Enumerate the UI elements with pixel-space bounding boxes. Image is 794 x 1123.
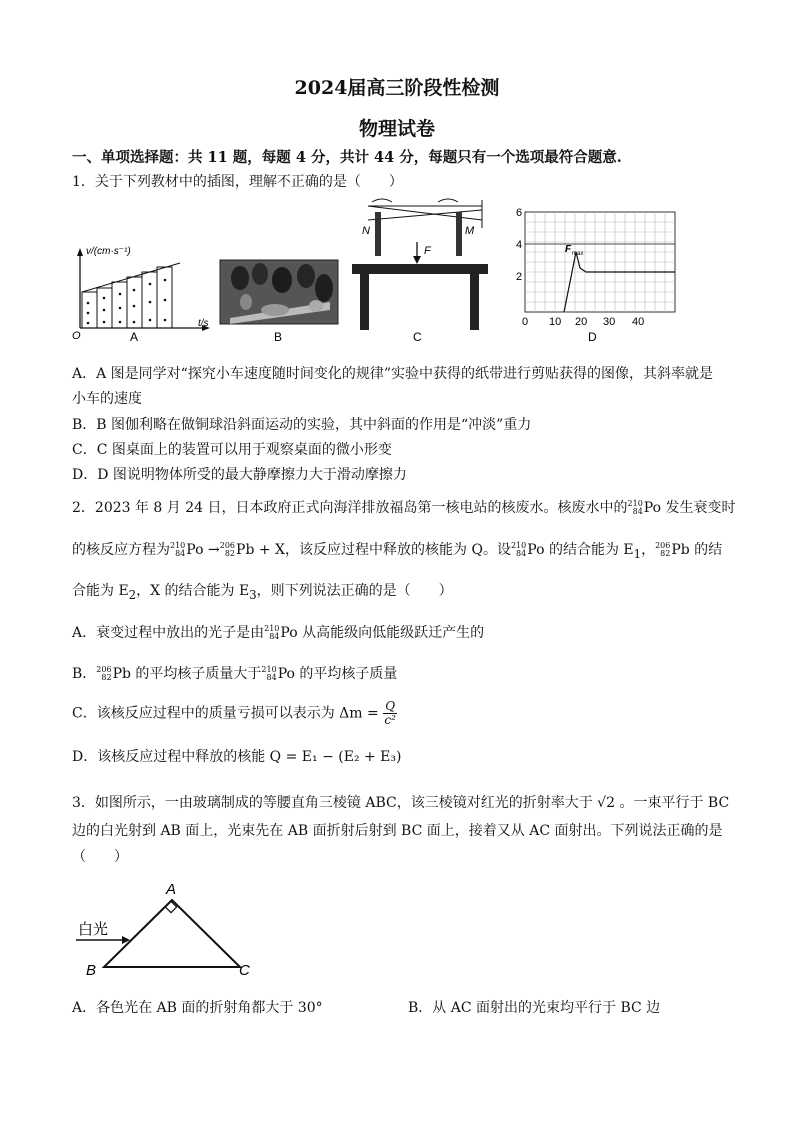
text-run: Pb 的平均核子质量大于 xyxy=(112,666,262,682)
nuclide-po xyxy=(261,666,276,682)
nuclide-po xyxy=(170,542,185,558)
mass-number: 210 xyxy=(627,499,643,508)
figure-c-m-label: M xyxy=(465,225,475,237)
figure-a-origin: O xyxy=(72,330,81,342)
figure-c-label: C xyxy=(413,330,422,344)
figure-d-label: D xyxy=(588,330,597,344)
figure-d-ytick: 2 xyxy=(516,271,523,283)
fraction-numerator: Q xyxy=(385,699,396,713)
question-2-line2 xyxy=(72,539,722,561)
figure-d-ytick: 4 xyxy=(516,239,523,251)
nuclide-po xyxy=(511,542,526,558)
nuclide-po xyxy=(628,500,643,516)
text-run: Po 发生衰变时 xyxy=(643,500,736,516)
text-run: 的核反应方程为 xyxy=(72,542,170,558)
figure-a-xlabel: t/s xyxy=(198,318,209,329)
atomic-number: 84 xyxy=(266,673,277,682)
white-light-label: 白光 xyxy=(78,921,109,938)
figure-d-xtick: 40 xyxy=(632,316,645,328)
mass-number: 210 xyxy=(170,541,186,550)
question-1-option-c: C．C 图桌面上的装置可以用于观察桌面的微小形变 xyxy=(72,442,392,458)
mass-number: 210 xyxy=(264,624,280,633)
figure-d-ytick: 6 xyxy=(516,207,523,219)
subscript: 2 xyxy=(128,587,137,602)
figure-d-friction-graph xyxy=(516,207,675,344)
text-run: Pb 的结 xyxy=(671,542,723,558)
nuclide-pb xyxy=(220,542,235,558)
question-2-line3 xyxy=(72,580,453,602)
nuclide-pb xyxy=(655,542,670,558)
question-1-option-a-line1: A．A 图是同学对“探究小车速度随时间变化的规律”实验中获得的纸带进行剪贴获得的图像，其斜率就是 xyxy=(72,366,713,382)
text-run: Po 的结合能为 E xyxy=(527,542,634,558)
text-run: C．该核反应过程中的质量亏损可以表示为 Δm = xyxy=(72,705,379,722)
figure-d-fmax-label: F xyxy=(565,244,572,255)
nuclide-pb xyxy=(96,666,111,682)
question-1-figures xyxy=(70,198,690,348)
question-2-line1 xyxy=(72,497,736,517)
atomic-number: 84 xyxy=(175,549,186,558)
mass-defect-fraction xyxy=(383,700,397,727)
question-2-option-a xyxy=(72,622,484,642)
question-3-line2: 边的白光射到 AB 面上，光束先在 AB 面折射后射到 BC 面上，接着又从 AC 面射出。下列说法正确的是 xyxy=(72,823,723,839)
mass-number: 206 xyxy=(96,665,112,674)
atomic-number: 82 xyxy=(224,549,236,558)
question-1-option-a-line2: 小车的速度 xyxy=(72,391,142,407)
question-3-line1: 3．如图所示，一由玻璃制成的等腰直角三棱镜 ABC，该三棱镜对红光的折射率大于 √2 。一束平行于 BC xyxy=(72,795,730,811)
atomic-number: 82 xyxy=(660,549,671,558)
page-subtitle: 物理试卷 xyxy=(358,118,435,140)
fraction-denominator: c² xyxy=(384,713,396,727)
figure-d-xtick: 30 xyxy=(603,316,616,328)
figure-a-label: A xyxy=(130,330,139,344)
text-run: Po 从高能级向低能级跃迁产生的 xyxy=(280,625,485,641)
text-run: A．衰变过程中放出的光子是由 xyxy=(72,625,265,641)
text-run: Pb + X，该反应过程中释放的核能为 Q。设 xyxy=(236,542,511,558)
mass-number: 210 xyxy=(510,541,527,550)
text-run: ，X 的结合能为 E xyxy=(136,583,250,599)
mass-number: 210 xyxy=(261,665,277,674)
vertex-a-label: A xyxy=(166,881,177,898)
question-1-stem: 1．关于下列教材中的插图，理解不正确的是（ ） xyxy=(72,174,403,190)
figure-b-galileo-picture xyxy=(220,260,338,344)
text-run: ， xyxy=(641,542,656,558)
text-run: Po 的平均核子质量 xyxy=(277,666,398,682)
atomic-number: 84 xyxy=(632,507,643,516)
text-run: 合能为 E xyxy=(72,583,129,599)
text-run: 2．2023 年 8 月 24 日，日本政府正式向海洋排放福岛第一核电站的核废水。核废水中的 xyxy=(72,500,628,516)
atomic-number: 84 xyxy=(516,549,527,558)
text-run: Po → xyxy=(186,542,220,558)
atomic-number: 84 xyxy=(269,632,280,641)
figure-d-fmax-sub: max xyxy=(572,251,584,257)
question-3-option-a: A．各色光在 AB 面的折射角都大于 30° xyxy=(72,1000,323,1016)
section-heading: 一、单项选择题：共 11 题，每题 4 分，共计 44 分，每题只有一个选项最符合题意. xyxy=(72,149,622,166)
vertex-c-label: C xyxy=(239,962,250,979)
question-2-option-c xyxy=(72,700,397,727)
text-run: ₁ − (E₂ + E₃) xyxy=(312,749,402,765)
question-2-option-d xyxy=(72,746,401,766)
page-title: 2024届高三阶段性检测 xyxy=(294,77,500,99)
mass-number: 206 xyxy=(219,541,236,550)
subscript: 1 xyxy=(633,546,642,561)
atomic-number: 82 xyxy=(101,673,112,682)
figure-d-xtick: 0 xyxy=(522,316,529,328)
question-3-option-b: B．从 AC 面射出的光束均平行于 BC 边 xyxy=(408,1000,661,1016)
nuclide-po xyxy=(264,625,279,641)
text-run: ，则下列说法正确的是（ ） xyxy=(256,583,453,599)
question-1-option-d: D．D 图说明物体所受的最大静摩擦力大于滑动摩擦力 xyxy=(72,467,407,483)
question-3-line3: （ ） xyxy=(72,849,128,865)
figure-c-f-label: F xyxy=(424,245,431,257)
text-run: B． xyxy=(72,666,97,682)
figure-c-n-label: N xyxy=(362,225,370,237)
figure-d-xtick: 20 xyxy=(575,316,588,328)
figure-a-tape-chart xyxy=(72,246,210,344)
figure-d-xtick: 10 xyxy=(549,316,562,328)
vertex-b-label: B xyxy=(86,962,97,979)
text-run: D．该核反应过程中释放的核能 Q = E xyxy=(72,749,313,765)
question-1-option-b: B．B 图伽利略在做铜球沿斜面运动的实验，其中斜面的作用是“冲淡”重力 xyxy=(72,417,532,433)
mass-number: 206 xyxy=(655,541,671,550)
figure-a-ylabel: v/(cm·s⁻¹) xyxy=(86,246,131,257)
figure-b-label: B xyxy=(274,330,283,344)
question-2-option-b xyxy=(72,663,397,683)
subscript: 3 xyxy=(249,587,257,602)
prism-diagram xyxy=(72,875,272,980)
figure-c-table-apparatus xyxy=(352,199,488,344)
